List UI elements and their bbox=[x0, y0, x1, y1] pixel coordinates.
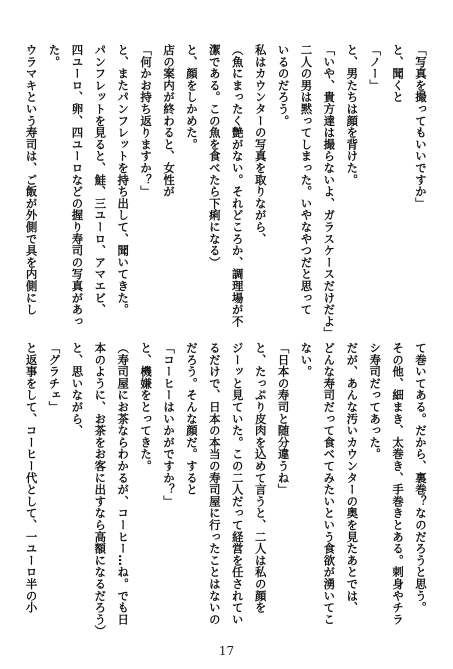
text-line: と、機嫌をとってきた。 bbox=[139, 342, 154, 472]
text-line: ウラマキという寿司は、ご飯が外側で具を内側にし bbox=[24, 44, 39, 316]
text-line: と、顔をしかめた。 bbox=[184, 44, 199, 151]
text-line: だが、あんな汚いカウンターの奥を見たあとでは、 bbox=[345, 342, 360, 614]
text-line: ない。 bbox=[299, 342, 314, 378]
text-line: 「コーヒーはいかがですか？」 bbox=[162, 342, 177, 508]
text-line: と、思いながら、 bbox=[70, 342, 85, 437]
text-line: と、聞くと bbox=[391, 44, 406, 103]
upper-text-block bbox=[20, 44, 432, 339]
text-line: 「ノー」 bbox=[368, 44, 383, 92]
lower-text-block bbox=[20, 342, 432, 637]
text-line: と、たっぷり皮肉を込めて言うと、二人は私の顔を bbox=[253, 342, 268, 614]
text-line: その他、細まき、太巻き、手巻きとある。刺身やチラ bbox=[391, 342, 406, 626]
text-line: るだけで、日本の本当の寿司屋に行ったことはないの bbox=[207, 342, 222, 626]
text-line: 「何かお持ち返りますか？」 bbox=[139, 44, 154, 198]
text-line: 「いや、貴方達は撮らないよ、ガラスケースだけだよ」 bbox=[322, 44, 337, 339]
text-line: と返事をして、コーヒー代として、一ユーロ半の小 bbox=[24, 342, 39, 614]
text-line: いるのだろう。 bbox=[276, 44, 291, 127]
text-line: 私はカウンターの写真を取りながら、 bbox=[253, 44, 268, 245]
text-line: 「グラチェ」 bbox=[47, 342, 62, 413]
text-line: と、男たちは顔を背けた。 bbox=[345, 44, 360, 186]
text-line: シ寿司だってあった。 bbox=[368, 342, 383, 460]
text-line: て巻いてある。だから、裏巻？なのだろうと思う。 bbox=[414, 342, 428, 614]
text-line: 二人の男は黙ってしまった。いやなやつだと思って bbox=[299, 44, 314, 316]
text-line: 「写真を撮ってもいいですか」 bbox=[414, 44, 428, 210]
text-line: 本のように、お茶をお客に出すなら高額になるだろう） bbox=[93, 342, 108, 637]
text-line: （魚にまったく艶がない。それどころか、調理場が不 bbox=[230, 44, 245, 328]
page-number: 17 bbox=[218, 644, 235, 658]
text-line: （寿司屋にお茶ならわかるが、コーヒー…ね。でも日 bbox=[116, 342, 131, 626]
text-line: どんな寿司だって食べてみたいという食欲が湧いてこ bbox=[322, 342, 337, 626]
text-line: 「日本の寿司と随分違うね」 bbox=[276, 342, 291, 496]
text-line: パンフレットを見ると、鮭、三ユーロ、アマエビ、 bbox=[93, 44, 108, 316]
text-line: 潔である。この魚を食べたら下痢になる） bbox=[207, 44, 222, 269]
text-line: た。 bbox=[47, 44, 62, 68]
text-line: だろう。そんな顔だ。すると bbox=[184, 342, 199, 496]
text-line: 店の案内が終わると、女性が bbox=[162, 44, 177, 198]
text-line: 四ユーロ、卵、四ユーロなどの握り寿司の写真があっ bbox=[70, 44, 85, 328]
text-line: ジーッと見ていた。この二人だって経営を任されてい bbox=[230, 342, 245, 626]
text-line: と、またパンフレットを持ち出して、聞いてきた。 bbox=[116, 44, 131, 316]
